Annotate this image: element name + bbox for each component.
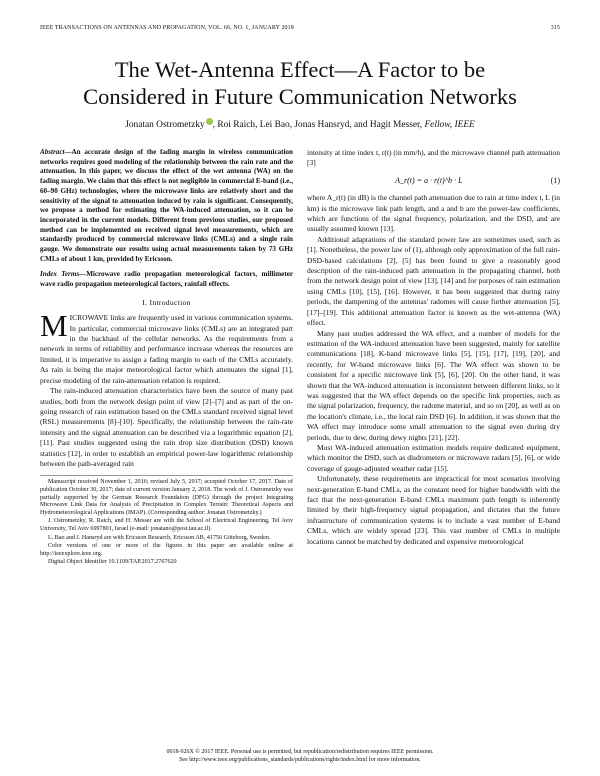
running-header (40, 25, 560, 31)
footnote-color-versions: Color versions of one or more of the figures in this paper are available online at http://ieeexplore.ieee.org. (40, 543, 293, 557)
footnote-affiliation-ericsson: L. Bao and J. Hansryd are with Ericsson Research, Ericsson AB, 41756 Göteborg, Sweden. (48, 534, 271, 541)
abstract-text: —An accurate design of the fading margin in wireless communication networks requires good modeling of the relationship between the rain rate and the attenuation. In this paper, we discuss the effect of the wet antenna (WA) on the fading margin. We claim that this effect is not negligible in commercial E-band (i.e., 60–90 GHz) technologies, where the microwave links are relatively short and the sensitivity of the signal to attenuation induced by rain is significant. Consequently, we propose a method for estimating the WA-induced attenuation, so it can be incorporated in the current models. Different from previous studies, our proposed method can be implemented on received signal level measurements, which are standardly produced by commercial microwave links (CMLs) and a single rain gauge. We demonstrate our results using actual measurements taken by 73 GHz CMLs of about 1 km, provided by Ericsson. (40, 148, 293, 263)
intro-paragraph-1 (40, 308, 293, 386)
title-line-2: Considered in Future Communication Networks (83, 84, 517, 109)
right-paragraph-0: intensity at time index t, r(t) (in mm/h), and the microwave channel path attenuation [3] (307, 148, 560, 168)
footnote-manuscript: Manuscript received November 1, 2016; revised July 5, 2017; accepted October 17, 2017. Date of publication October 30, 2017; date of current version January 2, 2018. The work of J. Ostrometzky was partially supported by the German Research Foundation (DFG) through the project Integrating Microwave Link Data for Analysis of Precipitation in Complex Terrain: Theoretical Aspects and Hydrometeorological Applications (IMAP). (Corresponding author: Jonatan Ostrometzky.) (40, 479, 293, 516)
equation-number: (1) (550, 175, 560, 185)
right-paragraph-4: Most WA-induced attenuation estimation models require dedicated equipment, which monitor the DSD, such as disdrometers or microwave radars [5], [6], or wide coverage of gauge-adjusted weather radar [15]. (307, 442, 560, 473)
copyright-line-1: 0018-926X © 2017 IEEE. Personal use is permitted, but republication/redistribution requires IEEE permission. (166, 749, 434, 755)
page-number: 315 (550, 25, 560, 31)
intro-paragraph-1-text: ICROWAVE links are frequently used in various communication systems. In particular, commercial microwave links (CMLs) are an integrated part in the backhaul of the cellular networks. As the requirements from a network in terms of reliability and performance increase whereas the resources are limited, it is imperative to assign a fading margin to each of the CMLs accurately. As rain is being the major meteorological factor which attenuates the signal [1], precise modeling of the rain-attenuation relation is required. (40, 313, 293, 385)
index-terms-label: Index Terms (40, 270, 80, 279)
footnotes (40, 475, 293, 567)
abstract (40, 148, 293, 264)
right-column (307, 148, 560, 547)
first-author: Jonatan Ostrometzky (125, 120, 205, 130)
equation-1 (307, 176, 560, 186)
journal-name: IEEE TRANSACTIONS ON ANTENNAS AND PROPAGATION, VOL. 66, NO. 1, JANUARY 2018 (40, 25, 294, 31)
copyright-notice (40, 748, 560, 764)
right-paragraph-5: Unfortunately, these requirements are impractical for most scenarios involving next-generation E-band CMLs, as the constant need for higher bandwidth with the fact that the next-generation E-band CMLs maximum path length is inherently limited by their high-frequency signal propagation, and dictates that the future infrastructure of communication systems is to include a vast number of E-band CMLs, which are widely spread [23]. This vast number of CMLs in multiple locations cannot be matched by dedicated and expensive meteorological (307, 474, 560, 546)
left-column (40, 148, 293, 568)
title-line-1: The Wet-Antenna Effect—A Factor to be (114, 57, 486, 82)
copyright-line-2: See http://www.ieee.org/publications_standards/publications/rights/index.html for more information. (179, 757, 421, 763)
author-list (40, 118, 560, 130)
footnote-doi: Digital Object Identifier 10.1109/TAP.2017.2767620 (48, 559, 177, 566)
drop-cap: M (40, 308, 68, 344)
paper-title (40, 56, 560, 110)
abstract-label: Abstract (40, 148, 65, 156)
index-terms (40, 270, 293, 289)
intro-paragraph-2: The rain-induced attenuation characteristics have been the source of many past studies, both from the network design point of view [2]–[7] and as part of the on-going research of rain estimation based on the CMLs standard received signal level (RSL) measurements [8]–[10]. Specifically, the relationship between the rain-rate intensity and the signal attenuation can be described via a logarithmic equation [2], [11]. Past studies suggested using the rain drop size distribution (DSD) known statistics [12], in order to establish an empirical power-law logarithmic relationship between the path-averaged rain (40, 386, 293, 468)
equation-expression: A_r(t) = a · r(t)^b · L (395, 175, 463, 185)
fellow-title: Fellow, IEEE (424, 120, 475, 130)
other-authors: , Roi Raich, Lei Bao, Jonas Hansryd, and Hagit Messer, (212, 120, 425, 130)
footnote-affiliation-tau: J. Ostrometzky, R. Raich, and H. Messer are with the School of Electrical Engineering, Tel Aviv University, Tel Aviv 6997801, Israel (e-mail: jonatano@post.tau.ac.il). (40, 518, 293, 532)
right-paragraph-after-equation: where A_r(t) (in dB) is the channel path attenuation due to rain at time index t, L (in km) is the microwave link path length, and a and b are the power-law coefficients, which are functions of the signal frequency, polarization, and the DSD, and are usually assumed known [13]. (307, 193, 560, 234)
right-paragraph-3: Many past studies addressed the WA effect, and a number of models for the estimation of the WA-induced attenuation have been suggested, mainly for satellite communications [18], K-band microwave links [5], [15], [17], [19], [20], and recently, for W-band microwave links [6]. The WA effect was shown to be consistent for a specific microwave link [5], [6], [20]. On the other hand, it was shown that the WA-induced attenuation is inconsistent between different links, so it was suggested that the WA effect depends on the specific link properties, such as the signal polarization, frequency, the radome material, and so on [20], as well as on the location's climate, i.e., the local rain DSD [6]. In addition, it was shown that the WA effect may introduce some small attenuation to the signal even during dry periods, due to dew, during dewy nights [21], [22]. (307, 328, 560, 442)
right-paragraph-2: Additional adaptations of the standard power law are sometimes used, such as [1]. Nonetheless, the power law of (1), although only approximation of the full rain-DSD-based calculations [2], [5] has been found to give a reasonably good description of the rain-induced path attenuation in the propagating channel, both from the network design point of view [13], [14] and for purposes of rain estimation using CMLs [10], [15], [16]. However, it has been suggested that during rainy periods, the dampening of the antennas' radomes will cause further attenuation [5], [17]–[19]. This additional attenuation factor is known as the wet-antenna (WA) effect. (307, 234, 560, 328)
orcid-icon[interactable] (206, 118, 213, 125)
index-terms-text: —Microwave radio propagation meteorological factors, millimeter wave radio propagation meteorological factors, rainfall effects. (40, 270, 293, 289)
section-heading: I. Introduction (142, 297, 191, 307)
